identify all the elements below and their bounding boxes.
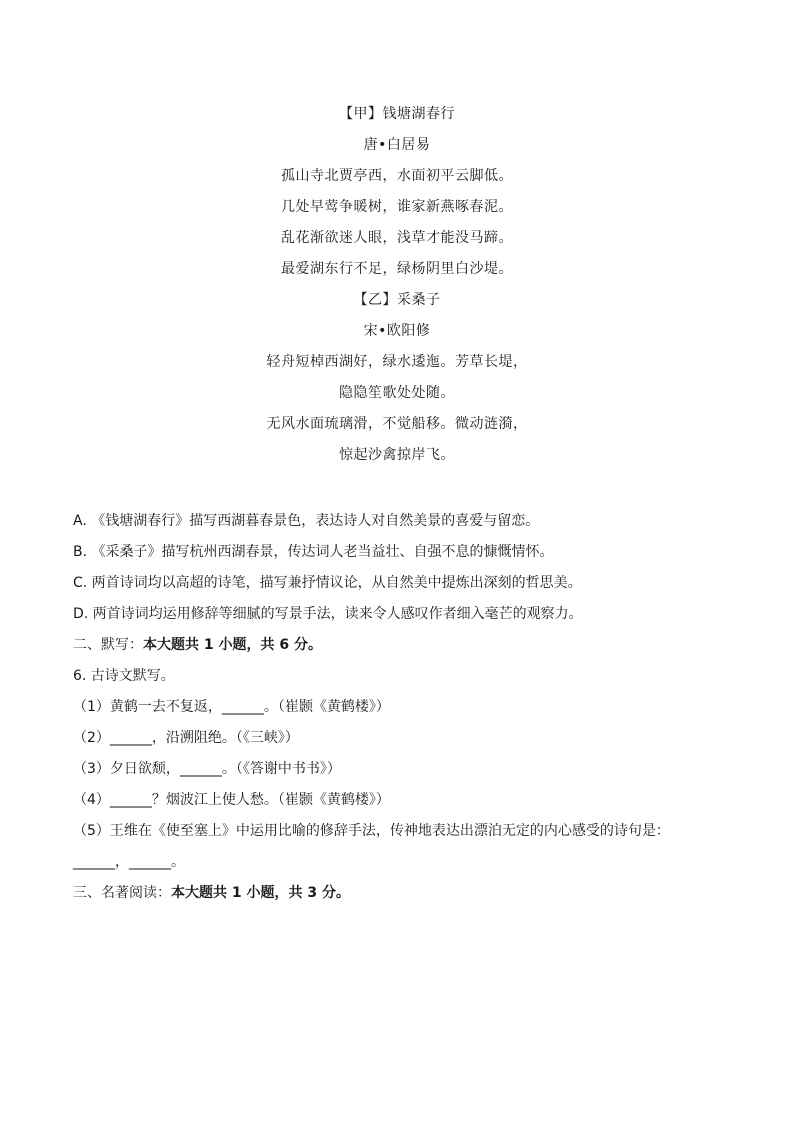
section-2-prefix: 二、默写： [73,637,143,653]
section-2-heading [73,630,733,661]
option-d: D. 两首诗词均运用修辞等细腻的写景手法，读来令人感叹作者细入毫芒的观察力。 [73,606,583,622]
poem-jia-line: 乱花渐欲迷人眼，浅草才能没马蹄。 [281,230,513,246]
poems-block [0,99,794,471]
section-3-heading [73,878,733,909]
question-6-item: （5）王维在《使至塞上》中运用比喻的修辞手法，传神地表达出漂泊无定的内心感受的诗句是： [73,823,670,839]
section-3-info: 本大题共 1 小题，共 3 分。 [171,885,350,901]
section-2-info: 本大题共 1 小题，共 6 分。 [143,637,322,653]
poem-yi-line: 无风水面琉璃滑，不觉船移。微动涟漪， [266,416,528,432]
poem-jia-line: 孤山寺北贾亭西，水面初平云脚低。 [281,168,513,184]
option-c: C. 两首诗词均以高超的诗笔，描写兼抒情议论，从自然美中提炼出深刻的哲思美。 [73,575,582,591]
section-3-prefix: 三、名著阅读： [73,885,171,901]
poem-yi-line: 轻舟短棹西湖好，绿水逶迤。芳草长堤， [266,354,528,370]
question-6-title: 6. 古诗文默写。 [73,668,175,684]
poem-yi-title: 【乙】采桑子 [353,292,441,308]
poem-jia-title: 【甲】钱塘湖春行 [339,106,455,122]
questions-block [73,506,733,909]
poem-jia-line: 几处早莺争暖树，谁家新燕啄春泥。 [281,199,513,215]
question-6-item: （3）夕日欲颓，______。（《答谢中书书》） [73,761,341,777]
question-6-item: ______，______。 [73,854,185,870]
option-a: A. 《钱塘湖春行》描写西湖暮春景色，表达诗人对自然美景的喜爱与留恋。 [73,513,540,529]
poem-jia-line: 最爱湖东行不足，绿杨阴里白沙堤。 [281,261,513,277]
poem-yi-author: 宋•欧阳修 [363,323,431,339]
option-b: B. 《采桑子》描写杭州西湖春景，传达词人老当益壮、自强不息的慷慨情怀。 [73,544,554,560]
question-6-item: （4）______？烟波江上使人愁。（崔颢《黄鹤楼》） [73,792,390,808]
poem-yi-line: 隐隐笙歌处处随。 [339,385,455,401]
poem-jia-author: 唐•白居易 [363,137,431,153]
question-6-item: （1）黄鹤一去不复返，______。（崔颢《黄鹤楼》） [73,699,390,715]
poem-yi-line: 惊起沙禽掠岸飞。 [339,447,455,463]
question-6-item: （2）______，沿溯阻绝。（《三峡》） [73,730,299,746]
